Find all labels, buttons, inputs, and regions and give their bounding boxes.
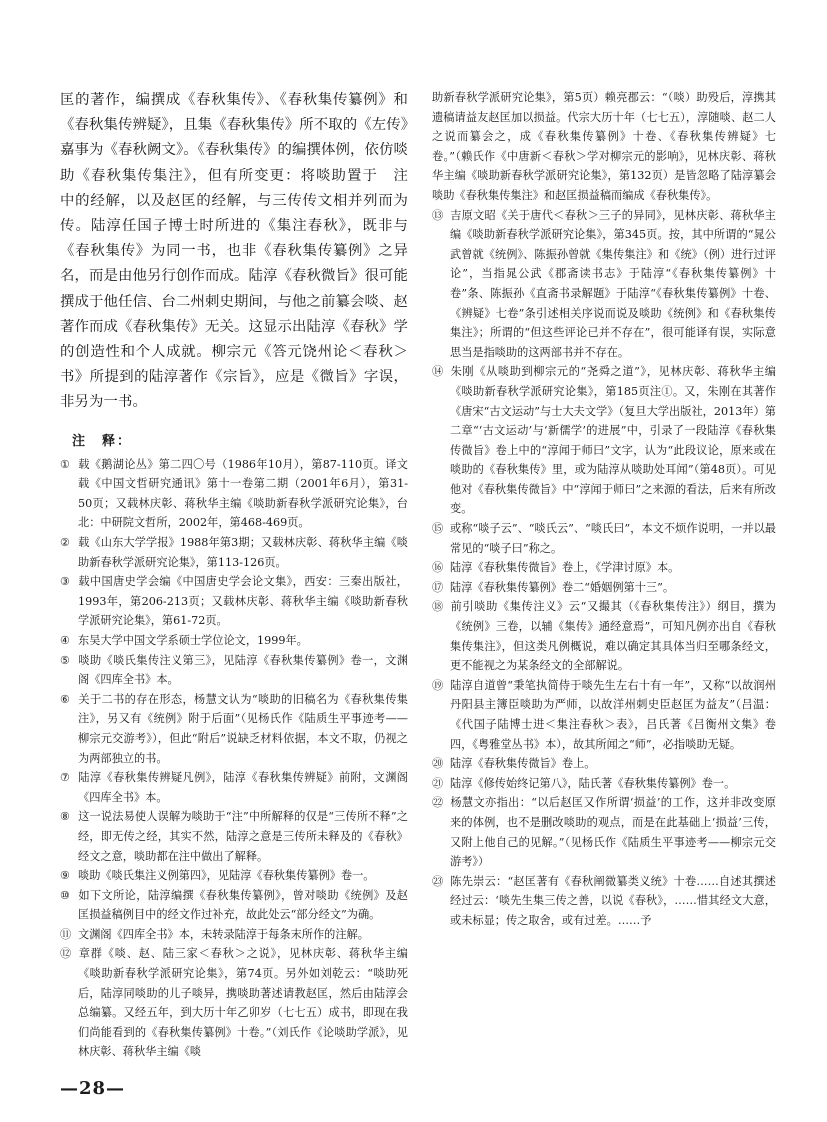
footnote bbox=[432, 774, 776, 794]
footnote bbox=[60, 572, 408, 631]
footnote-text: 如下文所论，陆淳编撰《春秋集传纂例》，曾对啖助《统例》及赵匡损益稿例目中的经文作过补充，故此处云“部分经文”为确。 bbox=[78, 888, 408, 922]
footnote-number: ⑦ bbox=[60, 771, 71, 785]
footnote-text: 吉原文昭《关于唐代＜春秋＞三子的异同》，见林庆彰、蒋秋华主编《啖助新春秋学派研究论集》，第345页。按，其中所谓的“晁公武曾就《统例》、陈振孙曾就《集传集注》和《统》（例）进行过评论”，当指晁公武《郡斋读书志》于陆淳“《春秋集传纂例》十卷”条、陈振孙《直斋书录解题》于陆淳“《春秋集传纂例》十卷、《辨疑》七卷”条引述相关序说而说及啖助《统例》和《春秋集传集注》；所谓的“但这些评论已并不存在”，很可能译有误，实际意思当是指啖助的这两部书并不存在。 bbox=[450, 208, 776, 359]
footnote-text: 助新春秋学派研究论集》，第5页）赖亮郡云：“（啖）助殁后，淳携其遗稿请益友赵匡加以损益。代宗大历十年（七七五），淳随啖、赵二人之说而纂会之，成《春秋集传纂例》十卷、《春秋集传辨疑》七卷。”（赖氏作《中唐新＜春秋＞学对柳宗元的影响》，见林庆彰、蒋秋华主编《啖助新春秋学派研究论集》，第132页）是皆忽略了陆淳纂会啖助《春秋集传集注》和赵匡损益稿而编成《春秋集传》。 bbox=[432, 91, 776, 202]
body-paragraph: 匡的著作，编撰成《春秋集传》、《春秋集传纂例》和《春秋集传辨疑》，且集《春秋集传》所不取的《左传》嘉事为《春秋阙文》。《春秋集传》的编撰体例，依仿啖助《春秋集传集注》，但有所变更：将啖助置于 注 中的经解，以及赵匡的经解，与三传传文相并列而为传。陆淳任国子博士时所进的《集注春秋》，既非与《春秋集传》为同一书，也非《春秋集传纂例》之异名，而是由他另行创作而成。陆淳《春秋微旨》很可能撰成于他任信、台二州刺史期间，与他之前纂会啖、赵著作而成《春秋集传》无关。这显示出陆淳《春秋》学的创造性和个人成就。柳宗元《答元饶州论＜春秋＞书》所提到的陆淳著作《宗旨》，应是《微旨》字误，非另为一书。 bbox=[60, 92, 423, 411]
left-column bbox=[60, 88, 423, 1062]
footnote-number: ㉓ bbox=[432, 874, 444, 888]
footnote-text: 这一说法易使人误解为啖助于“注”中所解释的仅是“三传所不释”之经，即无传之经，其实不然，陆淳之意是三传所未释及的《春秋》经文之意，啖助都在注中做出了解释。 bbox=[78, 810, 408, 863]
footnote bbox=[60, 651, 408, 690]
footnote-number: ⑭ bbox=[432, 365, 444, 379]
footnote-number: ㉑ bbox=[432, 776, 444, 790]
footnote-text: 陆淳《春秋集传纂例》卷二“婚姻例第十三”。 bbox=[450, 580, 675, 594]
footnote-text: 陆淳自道曾“秉笔执简侍于啖先生左右十有一年”，又称“以故润州丹阳县主簿臣啖助为严师，以故洋州刺史臣赵匡为益友”（吕温：《代国子陆博士进＜集注春秋＞表》，吕氏著《吕衡州文集》卷四，《粤雅堂丛书》本），故其所闻之“师”，必指啖助无疑。 bbox=[450, 678, 776, 751]
footnote bbox=[432, 754, 776, 774]
footnote-number: ④ bbox=[60, 633, 71, 647]
notes-list-left bbox=[60, 455, 408, 1062]
footnote-text: 前引啖助《集传注义》云“又撮其（《春秋集传注》）纲目，撰为《统例》三卷，以辅《集传》通经意焉”，可知凡例亦出自《春秋集传集注》，但这类凡例概说，难以确定其具体当归至哪条经文，更不能视之为某条经文的全部解说。 bbox=[450, 600, 776, 673]
footnote-text: 载中国唐史学会编《中国唐史学会论文集》，西安：三秦出版社，1993年，第206-213页；又载林庆彰、蒋秋华主编《啖助新春秋学派研究论集》，第61-72页。 bbox=[78, 575, 408, 628]
footnote-number: ⑲ bbox=[432, 678, 444, 692]
footnote-number: ⑧ bbox=[60, 810, 71, 824]
footnote bbox=[60, 807, 408, 866]
footnote-number: ⑱ bbox=[432, 600, 444, 614]
footnote-text: 朱刚《从啖助到柳宗元的“尧舜之道”》，见林庆彰、蒋秋华主编《啖助新春秋学派研究论集》，第185页注①。又，朱刚在其著作《唐宋“古文运动”与士大夫文学》（复旦大学出版社，2013年）第二章“‘古文运动’与‘新儒学’的进展”中，引录了一段陆淳《春秋集传微旨》卷上中的“淳闻于师曰”文字，认为“此段议论，原来或在啖助的《春秋集传》里，或为陆淳从啖助处耳闻”（第48页）。可见他对《春秋集传微旨》中“淳闻于师曰”之来源的看法，后来有所改变。 bbox=[450, 365, 776, 516]
footnote-number: ⑮ bbox=[432, 522, 444, 536]
footnote-text: 关于二书的存在形态，杨慧文认为“啖助的旧稿名为《春秋集传集注》，另又有《统例》附于后面”（见杨氏作《陆质生平事迹考——柳宗元交游考》），但此“附后”说缺乏材料依据，本文不取，仍视之为两部独立的书。 bbox=[78, 692, 408, 765]
footnote-text: 陆淳《修传始终记第八》，陆氏著《春秋集传纂例》卷一。 bbox=[450, 776, 736, 790]
footnote bbox=[432, 872, 776, 931]
footnote bbox=[432, 793, 776, 871]
notes-heading: 注 释： bbox=[72, 433, 133, 449]
footnote-number: ⑯ bbox=[432, 561, 444, 575]
footnote-number: ① bbox=[60, 457, 71, 471]
footnote bbox=[432, 597, 776, 675]
footnote-number: ⑥ bbox=[60, 692, 71, 706]
footnote-text: 啖助《啖氏集注义例第四》，见陆淳《春秋集传纂例》卷一。 bbox=[78, 869, 375, 883]
footnote-number: ⑩ bbox=[60, 888, 71, 902]
footnote-number: ㉒ bbox=[432, 796, 444, 810]
footnote-number: ⑫ bbox=[60, 947, 72, 961]
footnote-number: ⑬ bbox=[432, 208, 444, 222]
footnote-number: ⑤ bbox=[60, 653, 71, 667]
footnote-text: 陆淳《春秋集传辨疑凡例》，陆淳《春秋集传辨疑》前附，文渊阁《四库全书》本。 bbox=[78, 771, 408, 804]
footnote-number: ⑨ bbox=[60, 869, 71, 883]
footnote bbox=[432, 88, 776, 206]
footnote bbox=[60, 768, 408, 807]
footnote bbox=[432, 519, 776, 558]
page-number: —28— bbox=[60, 1078, 126, 1099]
footnote bbox=[60, 886, 408, 925]
footnote-text: 杨慧文亦指出：“以后赵匡又作所谓‘损益’的工作，这并非改变原来的体例，也不是删改啖助的观点，而是在此基础上‘损益’三传，又附上他自己的见解。”（见杨氏作《陆质生平事迹考——柳宗元交游考》） bbox=[450, 796, 776, 869]
footnote-text: 陈先崇云：“赵匡著有《春秋阐微纂类义统》十卷……自述其撰述经过云：‘啖先生集三传之善，以说《春秋》，……惜其经文大意，或未标显；传之取舍，或有过差。……予 bbox=[450, 874, 776, 927]
footnote-text: 陆淳《春秋集传微旨》卷上，《学津讨原》本。 bbox=[450, 561, 680, 575]
footnote-text: 章群《啖、赵、陆三家＜春秋＞之说》，见林庆彰、蒋秋华主编《啖助新春秋学派研究论集》，第74页。另外如刘乾云：“啖助死后，陆淳同啖助的儿子啖异，携啖助著述请教赵匡，然后由陆淳会总编纂。又经五年，到大历十年乙卯岁（七七五）成书，即现在我们尚能看到的《春秋集传纂例》十卷。”（刘氏作《论啖助学派》，见林庆彰、蒋秋华主编《啖 bbox=[78, 947, 408, 1059]
footnote-text: 啖助《啖氏集传注义第三》，见陆淳《春秋集传纂例》卷一，文渊阁《四库全书》本。 bbox=[78, 653, 408, 687]
footnote bbox=[60, 944, 408, 1062]
footnote bbox=[60, 631, 408, 651]
right-column bbox=[432, 88, 776, 931]
footnote bbox=[60, 690, 408, 768]
footnote bbox=[432, 558, 776, 578]
footnote-text: 或称“啖子云”、“啖氏云”、“啖氏曰”，本文不烦作说明，一并以最常见的“啖子曰”称之。 bbox=[450, 522, 776, 555]
footnote-text: 陆淳《春秋集传微旨》卷上。 bbox=[450, 757, 596, 771]
footnote bbox=[432, 676, 776, 754]
footnote-number: ② bbox=[60, 536, 71, 550]
footnote bbox=[432, 362, 776, 519]
footnote bbox=[60, 455, 408, 533]
footnote bbox=[60, 866, 408, 886]
footnote-text: 载《山东大学学报》1988年第3期；又载林庆彰、蒋秋华主编《啖助新春秋学派研究论集》，第113-126页。 bbox=[78, 536, 408, 569]
notes-list-right bbox=[432, 88, 776, 931]
footnote-text: 载《鹅湖论丛》第二四〇号（1986年10月），第87-110页。译文载《中国文哲研究通讯》第十一卷第二期（2001年6月），第31-50页；又载林庆彰、蒋秋华主编《啖助新春秋学派研究论集》，台北：中研院文哲所，2002年，第468-469页。 bbox=[78, 457, 408, 530]
footnote-number: ⑳ bbox=[432, 757, 444, 771]
footnote-text: 东吴大学中国文学系硕士学位论文，1999年。 bbox=[78, 633, 308, 647]
footnote bbox=[432, 206, 776, 363]
footnote-number: ⑰ bbox=[432, 580, 444, 594]
footnote bbox=[432, 578, 776, 598]
footnote-number: ⑪ bbox=[60, 927, 72, 941]
footnote bbox=[60, 533, 408, 572]
footnote-number: ③ bbox=[60, 575, 71, 589]
footnote-text: 文渊阁《四库全书》本，未转录陆淳于每条末所作的注解。 bbox=[78, 927, 369, 941]
footnote bbox=[60, 925, 408, 945]
